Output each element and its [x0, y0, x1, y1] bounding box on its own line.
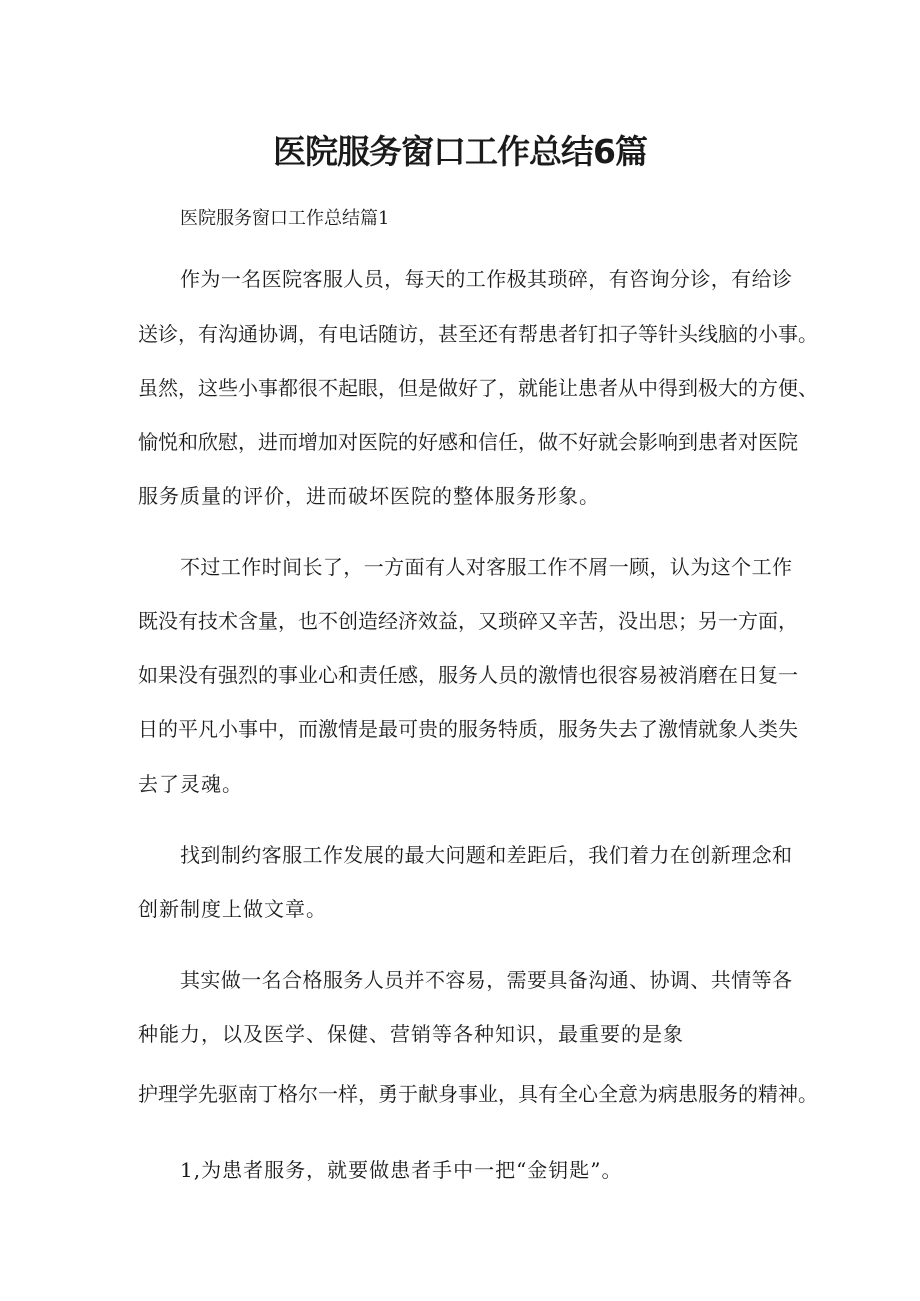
paragraph-line: 送诊，有沟通协调，有电话随访，甚至还有帮患者钉扣子等针头线脑的小事。 [138, 322, 818, 346]
paragraph-line: 服务质量的评价，进而破坏医院的整体服务形象。 [138, 484, 600, 508]
document-title: 医院服务窗口工作总结6篇 [273, 132, 647, 171]
paragraph-line: 虽然，这些小事都很不起眼，但是做好了，就能让患者从中得到极大的方便、 [138, 376, 818, 400]
paragraph-line: 不过工作时间长了，一方面有人对客服工作不屑一顾，认为这个工作 [180, 555, 792, 579]
paragraph-line: 找到制约客服工作发展的最大问题和差距后，我们着力在创新理念和 [180, 843, 792, 867]
paragraph-line: 护理学先驱南丁格尔一样，勇于献身事业，具有全心全意为病患服务的精神。 [138, 1082, 818, 1106]
paragraph-line: 其实做一名合格服务人员并不容易，需要具备沟通、协调、共情等各 [180, 968, 792, 992]
paragraph-line: 种能力，以及医学、保健、营销等各种知识，最重要的是象 [138, 1022, 684, 1046]
paragraph-line: 去了灵魂。 [138, 772, 243, 796]
paragraph-line: 愉悦和欣慰，进而增加对医院的好感和信任，做不好就会影响到患者对医院 [138, 430, 798, 454]
section-heading: 医院服务窗口工作总结篇1 [180, 208, 390, 229]
paragraph-line: 既没有技术含量，也不创造经济效益，又琐碎又辛苦，没出思；另一方面， [138, 609, 798, 633]
paragraph-line: 1,为患者服务，就要做患者手中一把“金钥匙”。 [180, 1158, 623, 1182]
paragraph-line: 如果没有强烈的事业心和责任感，服务人员的激情也很容易被消磨在日复一 [138, 663, 798, 687]
paragraph-line: 作为一名医院客服人员，每天的工作极其琐碎，有咨询分诊，有给诊 [180, 267, 792, 291]
paragraph-line: 日的平凡小事中，而激情是最可贵的服务特质，服务失去了激情就象人类失 [138, 717, 798, 741]
paragraph-line: 创新制度上做文章。 [138, 897, 327, 921]
